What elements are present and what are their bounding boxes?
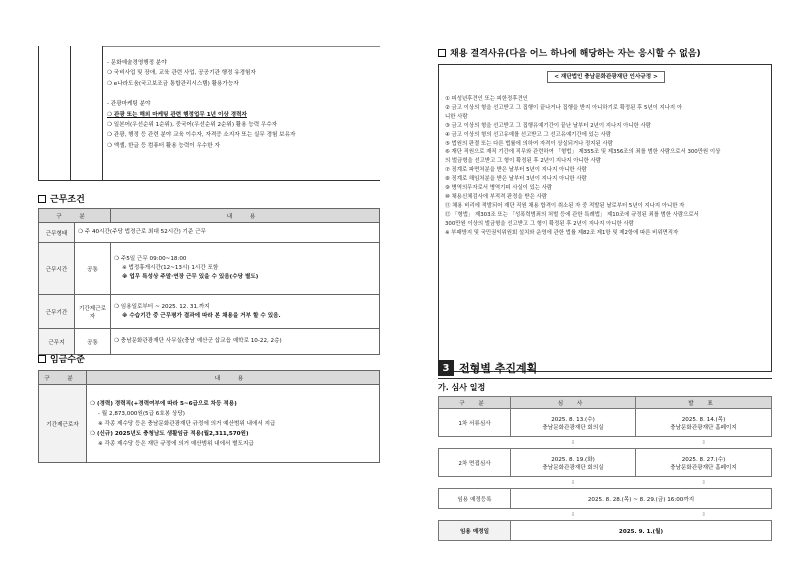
- table-row: 기간제근로자 ❍ (경력) 경력직(+경력여부에 따라 5~6급으로 차등 적용) - 월 2,873,000원(5급 6호봉 상당) ※ 각종 제수당 등은 충남문화관광재단 규정에 의거 예산범위 내에서 지급 ❍ (신규) 2025년도 충청남도 생활임금 적용(월2,311,570원) ※ 각종 제수당 등은 재단 규정에 의거 예산범위 내에서 별도지급: [39, 385, 380, 463]
- table-row: 임용 예정일 2025. 9. 1.(월): [439, 521, 772, 541]
- list-item: ※ 부패방지 및 국민권익위원회 설치와 운영에 관한 법률 제82조 제1항 및 제2항에 따른 비위면직자: [445, 229, 679, 236]
- list-item: ⑩ 채용신체검사에 부적격 판정을 받은 사람: [445, 193, 547, 200]
- tourism-item: ❍ 엑셀, 한글 등 컴퓨터 활용 능력이 우수한 자: [107, 142, 220, 149]
- table-row: 2차 면접심사 2025. 8. 19.(화) 충남문화관광재단 회의실 2025. 8. 27.(수) 충남문화관광재단 홈페이지: [439, 449, 772, 477]
- culture-item: ❍ e나라도움(국고보조금 통합관리시스템) 활용가능자: [107, 80, 239, 87]
- table-row: 임용 예정등록 2025. 8. 28.(목) ~ 8. 29.(금) 16:00까지: [439, 489, 772, 509]
- table-row: 근무형태 ❍ 주 40시간(주당 법정근로 최대 52시간) 기준 근무: [39, 223, 380, 243]
- down-arrow-icon: ⇩: [570, 439, 576, 446]
- down-arrow-icon: ⇩: [570, 511, 576, 518]
- list-item: 의 벌금형을 선고받고 그 형이 확정된 후 2년이 지나지 아니한 사람: [445, 158, 601, 165]
- schedule-table-wrap: [438, 396, 772, 541]
- wage-table-wrap: [38, 370, 380, 463]
- regulation-subheader: < 재단법인 충남문화관광재단 인사규정 >: [547, 71, 665, 83]
- tourism-item: ❍ 관광 또는 해외 마케팅 관련 행정업무 1년 이상 경력자: [107, 111, 247, 118]
- list-item: ② 금고 이상의 형을 선고받고 그 집행이 끝나거나 집행을 받지 아니하기로 확정된 후 5년이 지나지 아: [445, 104, 683, 111]
- table-row: 근무지 공통 ❍ 충남문화관광재단 사무실(충남 예산군 삽교읍 예학로 10-22, 2층): [39, 329, 380, 355]
- section-number-badge: 3: [438, 360, 454, 376]
- conditions-table: [38, 208, 380, 355]
- list-item: ③ 금고 이상의 형을 선고받고 그 집행유예기간이 끝난 날부터 2년이 지나지 아니한 사람: [445, 122, 651, 129]
- tourism-item: ❍ 관광, 행정 등 관련 분야 교육 이수자, 자격증 소지자 또는 실무 경험 보유자: [107, 132, 296, 139]
- disqualification-section-title: 채용 결격사유(다음 어느 하나에 해당하는 자는 응시할 수 없음): [438, 46, 701, 59]
- conditions-header-category: 구 분: [39, 209, 111, 223]
- disqualification-box: [438, 64, 772, 372]
- plan-title-underline: [438, 378, 772, 379]
- list-item: ① 피성년후견인 또는 피한정후견인: [445, 96, 528, 102]
- field-col-2: [71, 46, 103, 180]
- conditions-table-wrap: [38, 208, 380, 355]
- schedule-subtitle: 가. 심사 일정: [438, 383, 486, 392]
- down-arrow-icon: ⇩: [701, 479, 706, 486]
- wage-section-title: 임금수준: [38, 352, 85, 365]
- list-item: 니한 사람: [445, 113, 468, 120]
- down-arrow-icon: ⇩: [701, 439, 706, 446]
- wage-table: 구 분 내 용 기간제근로자 ❍ (경력) 경력직(+경력여부에 따라 5~6급으로 차등 적용) - 월 2,873,000원(5급 6호봉 상당) ※ 각종 제수당 등은 충남문화관광재단 규정에 의거 예산범위 내에서 지급 ❍ (신규) 2025년도 충청남도 생활임금 적용(월2,311,570원) ※ 각종 제수당 등은 재단 규정에 의거 예산범위 내에서 별도지급: [38, 370, 380, 463]
- table-row: 근무기간 기간제근로자 ❍ 임용일로부터 ~ 2025. 12. 31.까지 ※ 수습기간 중 근무평가 결과에 따라 본 채용을 거부 할 수 있음.: [39, 295, 380, 329]
- list-item: ⑧ 징계로 해임처분을 받은 날부터 3년이 지나지 아니한 사람: [445, 176, 587, 183]
- conditions-header-content: 내 용: [111, 209, 380, 223]
- square-bullet-icon: [438, 49, 446, 57]
- conditions-section-title: 근무조건: [38, 192, 85, 205]
- tourism-item: ❍ 일본어(우선순위 1순위), 중국어(우선순위 2순위) 활용 능력 우수자: [107, 122, 278, 129]
- list-item: 300만원 이상의 벌금형을 선고받고 그 형이 확정된 후 2년이 지나지 아니한 사람: [445, 220, 634, 227]
- list-item: ⑦ 징계로 파면처분을 받은 날부터 5년이 지나지 아니한 사람: [445, 167, 587, 174]
- list-item: ⑤ 법원의 판결 또는 다른 법률에 의하여 자격이 상실되거나 정지된 사람: [445, 140, 613, 147]
- square-bullet-icon: [38, 355, 46, 363]
- list-item: ④ 금고 이상의 형의 선고유예를 선고받고 그 선고유예기간에 있는 사람: [445, 131, 612, 138]
- list-item: ⑨ 병역의무자로서 병역기피 사실이 있는 사람: [445, 185, 553, 192]
- disqualification-list: [445, 95, 765, 238]
- down-arrow-icon: ⇩: [701, 511, 706, 518]
- square-bullet-icon: [38, 195, 46, 203]
- table-row: 근무시간 공통 ❍ 주5일 근무 09:00~18:00 ※ 법정휴게시간(12~13시) 1시간 포함 ※ 업무 특성상 주말·연장 근무 있을 수 있음(수당 별도): [39, 243, 380, 295]
- list-item: ⑫ 「형법」 제303조 또는 「성폭력범죄의 처벌 등에 관한 특례법」 제10조에 규정된 죄를 범한 사람으로서: [445, 211, 699, 218]
- field-col-1: [39, 46, 71, 180]
- down-arrow-icon: ⇩: [570, 479, 576, 486]
- tourism-field-heading: - 관광마케팅 분야: [107, 101, 151, 108]
- list-item: ⑥ 재단 직원으로 재직 기간에 직무와 관련하여 「형법」 제355조 및 제356조의 죄를 범한 사람으로서 300만원 이상: [445, 149, 721, 156]
- culture-field-heading: - 문화예술경영행정 분야: [107, 60, 167, 66]
- plan-section-title: 3 전형별 추진계획: [438, 360, 537, 376]
- recruitment-field-block: [38, 46, 380, 181]
- schedule-table: 구 분 심 사 발 표 1차 서류심사 2025. 8. 13.(수) 충남문화관광재단 회의실 2025. 8. 14.(목) 충남문화관광재단 홈페이지 ⇩ ⇩ 2차 면접심사 2025. 8. 19.(화) 충남문화관광재단 회의실 2025. 8. 27.(수) 충남문화관광재단 홈페이지 ⇩ ⇩ 임용 예정등록 2025. 8. 28.(목) ~ 8. 29.(금) 16:00까지 ⇩ ⇩ 임용 예정일 2025. 9. 1.(월): [438, 396, 772, 541]
- field-content: [107, 58, 380, 151]
- list-item: ⑪ 채용 비리에 적발되어 재단 직원 채용 합격이 취소된 자 중 적발된 날로부터 5년이 지나지 아니한 자: [445, 202, 685, 209]
- table-row: 1차 서류심사 2025. 8. 13.(수) 충남문화관광재단 회의실 2025. 8. 14.(목) 충남문화관광재단 홈페이지: [439, 409, 772, 437]
- culture-item: ❍ 국비사업 및 장애, 교육 관련 사업, 공공기관 행정 유경험자: [107, 70, 256, 77]
